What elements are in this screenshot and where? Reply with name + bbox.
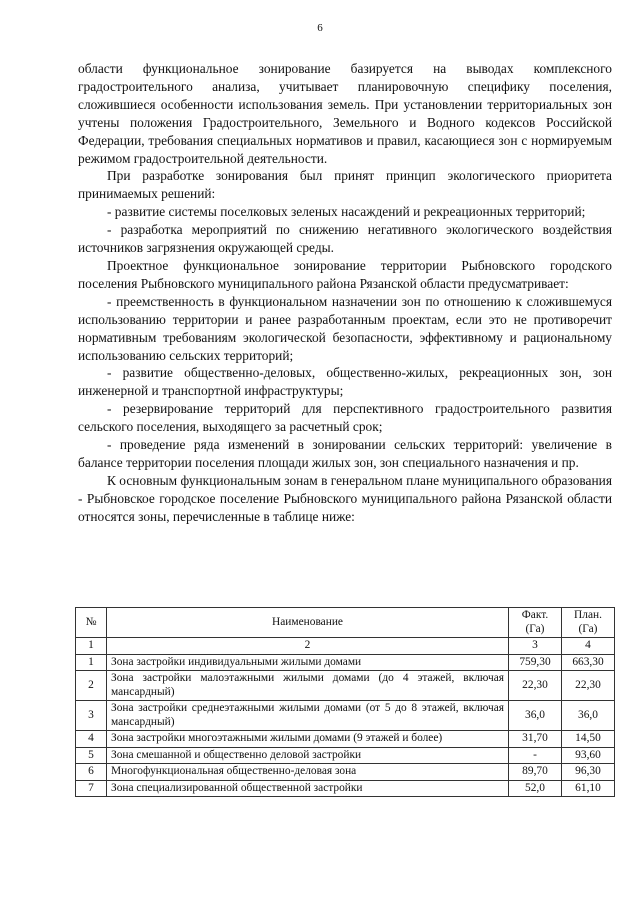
- row-fact: 759,30: [509, 654, 562, 671]
- row-plan: 96,30: [562, 764, 615, 781]
- column-number: 1: [76, 638, 107, 655]
- bullet-item: - резервирование территорий для перспективного градостроительного развития сельского поселения, выходящего за расчетный срок;: [78, 401, 612, 435]
- row-name: Зона смешанной и общественно деловой застройки: [107, 747, 509, 764]
- row-num: 5: [76, 747, 107, 764]
- row-plan: 22,30: [562, 671, 615, 701]
- bullet-item: - разработка мероприятий по снижению негативного экологического воздействия источников загрязнения окружающей среды.: [78, 222, 612, 256]
- paragraph: области функциональное зонирование базируется на выводах комплексного градостроительного анализа, учитывает планировочную специфику поселения, сложившиеся особенности использования земель. При установлении территориальных зон учтены положения Градостроительного, Земельного и Водного кодексов Российской Федерации, требования специальных нормативов и правил, касающиеся зон с нормируемым режимом градостроительной деятельности.: [78, 61, 612, 166]
- header-plan: План. (Га): [562, 608, 615, 638]
- paragraph: К основным функциональным зонам в генеральном плане муниципального образования - Рыбновское городское поселение Рыбновского муниципального района Рязанской области относятся зоны, перечисленные в таблице ниже:: [78, 472, 612, 524]
- column-number-row: [76, 638, 615, 655]
- row-plan: 36,0: [562, 701, 615, 731]
- column-number: 4: [562, 638, 615, 655]
- column-number: 2: [107, 638, 509, 655]
- row-fact: 22,30: [509, 671, 562, 701]
- body-text: [78, 60, 612, 526]
- header-num: №: [76, 608, 107, 638]
- row-plan: 14,50: [562, 731, 615, 748]
- bullet-item: - развитие общественно-деловых, общественно-жилых, рекреационных зон, зон инженерной и транспортной инфраструктуры;: [78, 365, 612, 399]
- row-name: Многофункциональная общественно-деловая зона: [107, 764, 509, 781]
- table-row: [76, 654, 615, 671]
- row-num: 7: [76, 780, 107, 797]
- row-plan: 93,60: [562, 747, 615, 764]
- row-num: 1: [76, 654, 107, 671]
- zones-table: [75, 607, 615, 797]
- paragraph: При разработке зонирования был принят принцип экологического приоритета принимаемых решений:: [78, 168, 612, 202]
- table-row: [76, 764, 615, 781]
- bullet-item: - преемственность в функциональном назначении зон по отношению к сложившемуся использованию территории и ранее разработанным проектам, если это не противоречит нормативным требованиям экологической безопасности, эффективному и рациональному использованию сельских территорий;: [78, 293, 612, 363]
- row-num: 4: [76, 731, 107, 748]
- row-num: 6: [76, 764, 107, 781]
- header-fact: Факт. (Га): [509, 608, 562, 638]
- row-fact: 36,0: [509, 701, 562, 731]
- bullet-item: - проведение ряда изменений в зонировании сельских территорий: увеличение в балансе территории поселения площади жилых зон, зон специального назначения и пр.: [78, 437, 612, 470]
- row-plan: 61,10: [562, 780, 615, 797]
- table-header-row: [76, 608, 615, 638]
- row-name: Зона застройки среднеэтажными жилыми домами (от 5 до 8 этажей, включая мансардный): [107, 701, 509, 731]
- page-number: 6: [317, 22, 323, 34]
- table-row: [76, 731, 615, 748]
- row-name: Зона застройки индивидуальными жилыми домами: [107, 654, 509, 671]
- row-plan: 663,30: [562, 654, 615, 671]
- row-fact: 52,0: [509, 780, 562, 797]
- row-name: Зона застройки многоэтажными жилыми домами (9 этажей и более): [107, 731, 509, 748]
- table-row: [76, 747, 615, 764]
- row-name: Зона специализированной общественной застройки: [107, 780, 509, 797]
- row-fact: 31,70: [509, 731, 562, 748]
- row-name: Зона застройки малоэтажными жилыми домами (до 4 этажей, включая мансардный): [107, 671, 509, 701]
- table-row: [76, 780, 615, 797]
- row-fact: 89,70: [509, 764, 562, 781]
- row-num: 2: [76, 671, 107, 701]
- column-number: 3: [509, 638, 562, 655]
- row-num: 3: [76, 701, 107, 731]
- table-row: [76, 671, 615, 701]
- header-name: Наименование: [107, 608, 509, 638]
- bullet-item: - развитие системы поселковых зеленых насаждений и рекреационных территорий;: [107, 204, 586, 220]
- row-fact: -: [509, 747, 562, 764]
- table-row: [76, 701, 615, 731]
- paragraph: Проектное функциональное зонирование территории Рыбновского городского поселения Рыбновского муниципального района Рязанской области предусматривает:: [78, 257, 612, 291]
